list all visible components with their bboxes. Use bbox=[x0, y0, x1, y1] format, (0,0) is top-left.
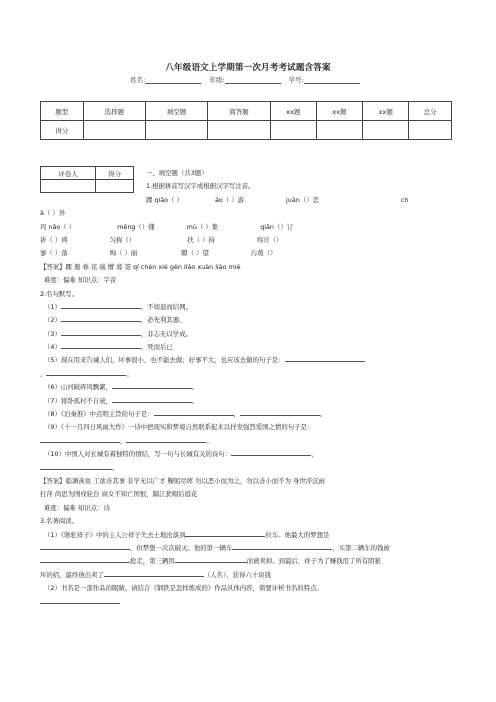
q3-text: 拉车。他最大的梦想是 bbox=[265, 530, 330, 539]
q2-line: 。 bbox=[40, 462, 480, 475]
reviewer-label: 评卷人 bbox=[41, 167, 96, 180]
score-cell bbox=[270, 121, 316, 140]
answer-blank[interactable] bbox=[46, 368, 126, 376]
grade-field[interactable] bbox=[225, 76, 281, 84]
q2-line bbox=[40, 314, 480, 327]
page-title: 八年级语文上学期第一次月考考试题含答案 bbox=[165, 63, 331, 73]
score-header-cell: xx题 bbox=[270, 102, 316, 121]
q2-text: （7）将卧孤村不自衰， bbox=[44, 396, 112, 405]
score-header-cell: 题型 bbox=[41, 102, 84, 121]
q2-line bbox=[40, 341, 480, 354]
answer-blank[interactable] bbox=[126, 435, 206, 443]
pinyin-item: juàn（）恋 bbox=[286, 195, 319, 204]
pinyin-item: měng（）懂 bbox=[117, 222, 155, 231]
score-cell bbox=[145, 121, 207, 140]
answer-blank[interactable] bbox=[112, 395, 192, 403]
q3-text: 而被卖掉。到最后，祥子为了赚钱用了所有阴狠 bbox=[246, 557, 381, 566]
q2-num: （4） bbox=[44, 343, 61, 352]
section-heading: 一、填空题（共3题） bbox=[146, 169, 208, 177]
answer-blank[interactable] bbox=[40, 555, 130, 563]
score-header-cell: xx题 bbox=[363, 102, 409, 121]
question-1-row: à（ ）异 bbox=[40, 209, 66, 218]
answer-blank[interactable] bbox=[185, 529, 265, 537]
pinyin-item: mù（ ）集 bbox=[186, 222, 219, 231]
answer-1: 【答案】踝 遨 眷 诧 瑙 懵 募 签 qí chèn xié gèn liáo xuàn liào miè bbox=[40, 262, 241, 271]
q3-line bbox=[40, 569, 480, 582]
answer-blank[interactable] bbox=[240, 408, 320, 416]
q2-line: （9）《十一月四日风雨大作》一诗中把现实和梦境自然联系起来以抒发强烈爱国之情的句子是： bbox=[44, 423, 314, 432]
q2-line: （8）《泊秦淮》中点明主旨的句子是： ， 。 bbox=[44, 410, 327, 419]
q3-line bbox=[40, 542, 480, 555]
question-3: 3.名著阅读。 bbox=[40, 517, 79, 526]
score-cell bbox=[83, 121, 145, 140]
name-label: 姓名: bbox=[130, 76, 146, 84]
score-row-label: 得分 bbox=[41, 121, 84, 140]
q3-line: （2）书名是一部作品的眼睛。请结合《钢铁是怎样炼成的》作品具体内容，简要评析书名的特点。 bbox=[44, 584, 323, 593]
answer-blank[interactable] bbox=[40, 435, 120, 443]
q2-text: ，死而后已 bbox=[140, 343, 173, 352]
answer-blank[interactable] bbox=[112, 381, 192, 389]
id-field[interactable] bbox=[304, 76, 360, 84]
answer-blank[interactable] bbox=[285, 354, 365, 362]
question-1-row bbox=[40, 247, 480, 260]
question-1-row bbox=[40, 194, 480, 207]
answer-2-meta: 难度：偏难 知识点：诗 bbox=[44, 503, 110, 512]
pinyin-item: ch bbox=[401, 195, 409, 204]
q2-line: （6）山河破碎风飘絮， 。 bbox=[44, 383, 199, 392]
answer-1-meta: 难度：偏难 知识点：字音 bbox=[44, 276, 117, 285]
grade-label: 年级: bbox=[209, 76, 225, 84]
q3-line bbox=[40, 529, 480, 542]
q2-line: （7）将卧孤村不自衰， 。 bbox=[44, 396, 199, 405]
q2-text: （6）山河破碎风飘絮， bbox=[44, 383, 112, 392]
pinyin-item: qiān（）订 bbox=[260, 222, 294, 231]
score-header-cell: 填空题 bbox=[145, 102, 207, 121]
q3-line bbox=[40, 555, 480, 568]
answer-blank[interactable] bbox=[40, 542, 130, 550]
score-cell bbox=[208, 121, 270, 140]
score-header-cell: 选择题 bbox=[83, 102, 145, 121]
pinyin-item: 匀称（） bbox=[109, 235, 136, 244]
q2-text: （5）现在用来告诫人们，坏事很小，也不能去做；好事不大，也应该去做的句子是： bbox=[44, 356, 285, 365]
answer-2: 【答案】临渊羡鱼 工欲善其事 非学无以广才 鞠躬尽瘁 勿以恶小而为之，勿以善小而不为 身世浮沉雨 bbox=[40, 476, 325, 485]
id-label: 学号: bbox=[288, 76, 304, 84]
q2-line: ， 。 bbox=[40, 435, 480, 448]
pinyin-item: 扶（ ）持 bbox=[187, 235, 215, 244]
question-1: 1.根据拼音写汉字或根据汉字写注音。 bbox=[146, 182, 255, 191]
student-info bbox=[0, 75, 496, 84]
answer-blank[interactable] bbox=[154, 408, 234, 416]
score-cell bbox=[316, 121, 362, 140]
q2-num: （2） bbox=[44, 316, 61, 325]
answer-blank[interactable] bbox=[232, 542, 332, 550]
q3-text: ，买第二辆车的钱被 bbox=[332, 543, 390, 552]
score-cell bbox=[409, 121, 452, 140]
q3-text: （人名），获得六十块钱 bbox=[203, 570, 272, 579]
pinyin-item: 玛 nǎo（ ） bbox=[40, 222, 76, 231]
q2-line: ， 。 bbox=[40, 369, 133, 378]
answer-blank[interactable] bbox=[61, 328, 141, 336]
score-header-cell: xx题 bbox=[316, 102, 362, 121]
q2-line bbox=[40, 354, 480, 367]
score-row bbox=[41, 121, 452, 140]
score-header-cell: 总分 bbox=[409, 102, 452, 121]
q3-line bbox=[40, 596, 480, 609]
q2-line: （10）中国人对长城有着独特的情结，写一句与长城有关的诗句： ， bbox=[44, 450, 318, 459]
q2-text: ， bbox=[40, 369, 47, 378]
question-1-row bbox=[40, 221, 480, 234]
q3-text: ，但梦想一次次破灭。他的第一辆车 bbox=[130, 543, 233, 552]
q2-text: （10）中国人对长城有着独特的情结，写一句与长城有关的诗句： bbox=[44, 450, 232, 459]
pinyin-item: 踝 qiāo（ ） bbox=[146, 195, 183, 204]
score-header-cell: 简答题 bbox=[208, 102, 270, 121]
pinyin-item: 祈（ ）祷 bbox=[40, 235, 68, 244]
answer-blank[interactable] bbox=[231, 448, 311, 456]
exam-content bbox=[40, 167, 480, 609]
pinyin-item: 绚（ ）丽 bbox=[109, 249, 138, 258]
q2-text: （8）《泊秦淮》中点明主旨的句子是： bbox=[44, 410, 154, 419]
pinyin-item: 污蔑（） bbox=[250, 249, 277, 258]
q2-num: （3） bbox=[44, 329, 61, 338]
question-1-row bbox=[40, 234, 480, 247]
q2-num: （1） bbox=[44, 302, 61, 311]
reviewer-score-label: 得分 bbox=[96, 167, 134, 180]
answer-blank[interactable] bbox=[40, 462, 112, 470]
q2-text: ，不如退而结网。 bbox=[140, 302, 192, 311]
score-cell bbox=[363, 121, 409, 140]
answer-blank[interactable] bbox=[61, 301, 141, 309]
q2-line bbox=[40, 301, 480, 314]
question-2: 2.名句默写。 bbox=[40, 289, 79, 298]
score-table bbox=[40, 101, 452, 140]
pinyin-item: 瞭（ ）望 bbox=[181, 249, 209, 258]
q3-text: 坏的招，最终他出卖了 bbox=[40, 570, 104, 579]
q3-text: （1）《骆驼祥子》中的主人公祥子失去土地沦落到 bbox=[44, 530, 186, 539]
score-header-row bbox=[41, 102, 452, 121]
pinyin-item: 绵亘（） bbox=[256, 235, 283, 244]
answer-blank[interactable] bbox=[61, 314, 141, 322]
q2-text: ，非志无以学成。 bbox=[140, 329, 192, 338]
q3-text: 抢走，第三辆因 bbox=[130, 557, 175, 566]
pinyin-item: áo（ ）游 bbox=[214, 195, 244, 204]
name-field[interactable] bbox=[145, 76, 201, 84]
answer-2: 打萍 尚思为国戍轮台 商女不知亡国恨，隔江犹唱后庭花 bbox=[40, 490, 198, 499]
answer-blank[interactable] bbox=[61, 341, 141, 349]
answer-blank[interactable] bbox=[40, 596, 120, 604]
pinyin-item: 寥（ ）落 bbox=[40, 249, 68, 258]
q2-line bbox=[40, 328, 480, 341]
answer-blank[interactable] bbox=[104, 569, 204, 577]
q2-text: ，必先利其器。 bbox=[140, 316, 186, 325]
answer-blank[interactable] bbox=[175, 555, 247, 563]
